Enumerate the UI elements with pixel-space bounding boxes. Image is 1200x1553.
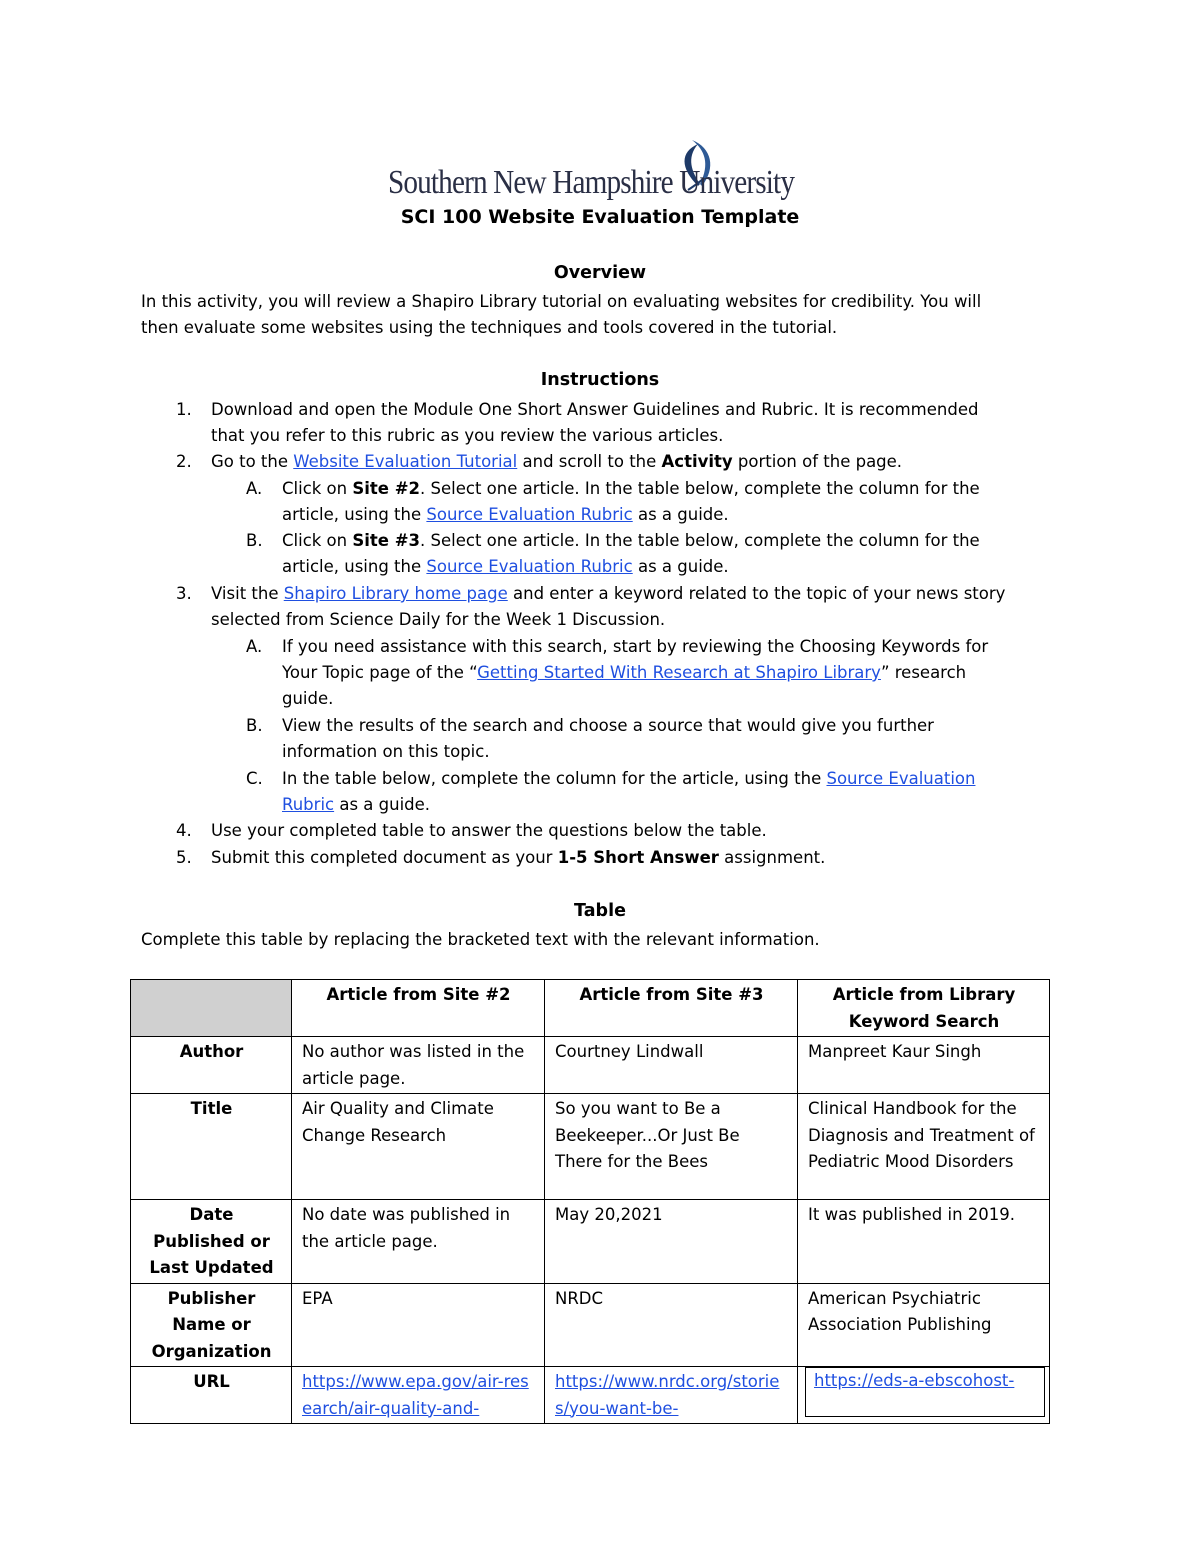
instruction-2: Go to the Website Evaluation Tutorial and scroll to the Activity portion of the page. bbox=[211, 452, 903, 471]
table-corner-cell bbox=[131, 980, 292, 1037]
table-cell[interactable]: No date was published in the article page. bbox=[292, 1200, 545, 1284]
evaluation-table bbox=[130, 979, 1050, 1424]
instruction-3a-line-2: Your Topic page of the “Getting Started With Research at Shapiro Library” research bbox=[282, 663, 967, 682]
page-title: SCI 100 Website Evaluation Template bbox=[400, 206, 800, 228]
list-letter: A. bbox=[246, 479, 263, 498]
table-cell bbox=[798, 1367, 1050, 1424]
list-number: 1. bbox=[176, 400, 192, 419]
table-cell[interactable]: Courtney Lindwall bbox=[545, 1037, 798, 1094]
list-letter: C. bbox=[246, 769, 263, 788]
table-cell[interactable]: NRDC bbox=[545, 1283, 798, 1367]
instruction-2a-line-2: article, using the Source Evaluation Rubric as a guide. bbox=[282, 505, 729, 524]
source-evaluation-rubric-link[interactable]: Source Evaluation Rubric bbox=[426, 505, 633, 524]
list-number: 3. bbox=[176, 584, 192, 603]
logo-wordmark: Southern New Hampshire University bbox=[388, 164, 795, 201]
table-cell[interactable]: Clinical Handbook for the Diagnosis and Treatment of Pediatric Mood Disorders bbox=[798, 1094, 1050, 1200]
table-header-row bbox=[131, 980, 1050, 1037]
column-header: Article from Site #2 bbox=[292, 980, 545, 1037]
instruction-2a-line-1: Click on Site #2. Select one article. In the table below, complete the column for the bbox=[282, 479, 980, 498]
table-cell[interactable]: It was published in 2019. bbox=[798, 1200, 1050, 1284]
url-link[interactable]: https://www.epa.gov/air-research/air-quality-and- bbox=[302, 1372, 529, 1418]
table-row bbox=[131, 1094, 1050, 1200]
table-row bbox=[131, 1367, 1050, 1424]
instruction-2b-line-2: article, using the Source Evaluation Rubric as a guide. bbox=[282, 557, 729, 576]
row-header: URL bbox=[131, 1367, 292, 1424]
table-cell[interactable]: May 20,2021 bbox=[545, 1200, 798, 1284]
url-link[interactable]: https://eds-a-ebscohost- bbox=[814, 1371, 1015, 1390]
instruction-2b-line-1: Click on Site #3. Select one article. In the table below, complete the column for the bbox=[282, 531, 980, 550]
url-link[interactable]: https://www.nrdc.org/stories/you-want-be- bbox=[555, 1372, 780, 1418]
instructions-heading: Instructions bbox=[540, 370, 660, 390]
overview-heading: Overview bbox=[553, 263, 647, 283]
shapiro-library-home-link[interactable]: Shapiro Library home page bbox=[283, 584, 508, 603]
row-header: Date Published or Last Updated bbox=[131, 1200, 292, 1284]
list-number: 2. bbox=[176, 452, 192, 471]
instruction-3c-line-2: Rubric as a guide. bbox=[282, 795, 431, 814]
source-evaluation-rubric-link[interactable]: Source Evaluation Rubric bbox=[426, 557, 633, 576]
table-row bbox=[131, 1283, 1050, 1367]
table-cell[interactable]: American Psychiatric Association Publishing bbox=[798, 1283, 1050, 1367]
url-textbox[interactable] bbox=[805, 1367, 1045, 1417]
list-number: 4. bbox=[176, 821, 192, 840]
row-header: Publisher Name or Organization bbox=[131, 1283, 292, 1367]
list-letter: B. bbox=[246, 531, 263, 550]
instruction-1-line-2: that you refer to this rubric as you review the various articles. bbox=[211, 426, 724, 445]
instruction-3c-line-1: In the table below, complete the column for the article, using the Source Evaluation bbox=[282, 769, 976, 788]
table-cell[interactable]: Air Quality and Climate Change Research bbox=[292, 1094, 545, 1200]
university-logo bbox=[380, 138, 820, 208]
table-cell[interactable]: EPA bbox=[292, 1283, 545, 1367]
overview-text-line-1: In this activity, you will review a Shapiro Library tutorial on evaluating websites for credibility. You will bbox=[141, 292, 982, 311]
column-header: Article from Site #3 bbox=[545, 980, 798, 1037]
instruction-3a-line-1: If you need assistance with this search, start by reviewing the Choosing Keywords for bbox=[282, 637, 989, 656]
instruction-3-line-1: Visit the Shapiro Library home page and enter a keyword related to the topic of your news story bbox=[211, 584, 1006, 603]
row-header: Title bbox=[131, 1094, 292, 1200]
getting-started-research-link[interactable]: Getting Started With Research at Shapiro Library bbox=[477, 663, 881, 682]
instruction-4: Use your completed table to answer the questions below the table. bbox=[211, 821, 767, 840]
table-cell[interactable]: So you want to Be a Beekeeper...Or Just Be There for the Bees bbox=[545, 1094, 798, 1200]
instruction-1-line-1: Download and open the Module One Short Answer Guidelines and Rubric. It is recommended bbox=[211, 400, 979, 419]
table-cell bbox=[545, 1367, 798, 1424]
table-cell[interactable]: No author was listed in the article page. bbox=[292, 1037, 545, 1094]
table-row bbox=[131, 1037, 1050, 1094]
list-letter: A. bbox=[246, 637, 263, 656]
instruction-3a-line-3: guide. bbox=[282, 689, 334, 708]
instruction-3b-line-1: View the results of the search and choose a source that would give you further bbox=[282, 716, 934, 735]
row-header: Author bbox=[131, 1037, 292, 1094]
instruction-5: Submit this completed document as your 1-5 Short Answer assignment. bbox=[211, 848, 826, 867]
table-row bbox=[131, 1200, 1050, 1284]
source-evaluation-rubric-link[interactable]: Source Evaluation bbox=[826, 769, 976, 788]
table-cell bbox=[292, 1367, 545, 1424]
source-evaluation-rubric-link[interactable]: Rubric bbox=[282, 795, 335, 814]
column-header: Article from Library Keyword Search bbox=[798, 980, 1050, 1037]
overview-text-line-2: then evaluate some websites using the techniques and tools covered in the tutorial. bbox=[141, 318, 838, 337]
website-evaluation-tutorial-link[interactable]: Website Evaluation Tutorial bbox=[293, 452, 518, 471]
list-number: 5. bbox=[176, 848, 192, 867]
table-heading: Table bbox=[574, 901, 626, 921]
instruction-3b-line-2: information on this topic. bbox=[282, 742, 490, 761]
table-cell[interactable]: Manpreet Kaur Singh bbox=[798, 1037, 1050, 1094]
instruction-3-line-2: selected from Science Daily for the Week 1 Discussion. bbox=[211, 610, 666, 629]
list-letter: B. bbox=[246, 716, 263, 735]
table-intro: Complete this table by replacing the bracketed text with the relevant information. bbox=[141, 930, 820, 949]
